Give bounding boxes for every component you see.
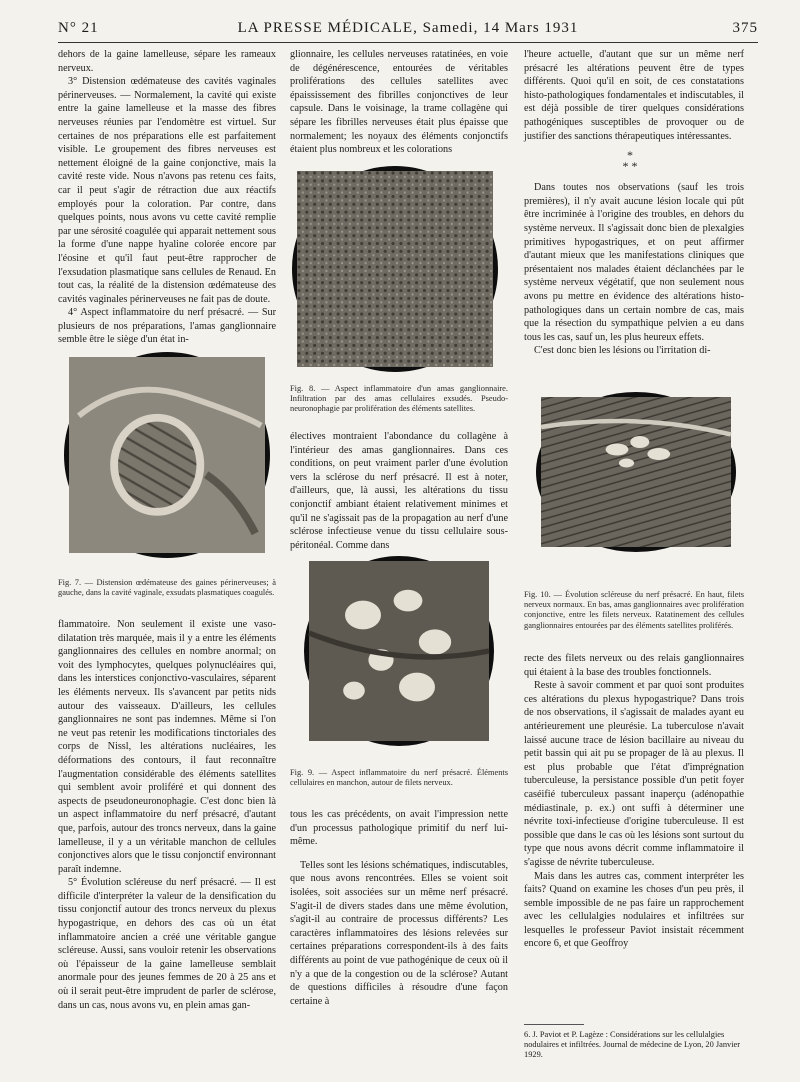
running-header [58, 20, 758, 40]
column-1-top [58, 48, 276, 346]
figure-9-caption: Fig. 9. — Aspect inflammatoire du nerf présacré. Éléments cellulaires en manchon, autour de filets nerveux. [290, 768, 508, 788]
column-2-middle [290, 430, 508, 551]
footnote-rule [524, 1024, 584, 1025]
figure-7-micrograph [64, 352, 270, 558]
paragraph: dehors de la gaine lamelleuse, sépare les rameaux nerveux. [58, 49, 276, 74]
figure-10-micrograph [536, 392, 736, 552]
paragraph: tous les cas précédents, on avait l'impression nette d'un processus pathologique primitif du nerf lui-même. [290, 809, 508, 848]
page-number: 375 [732, 20, 758, 36]
footnote: 6. J. Paviot et P. Lagèze : Considérations sur les cellulalgies nodulaires et infiltrées. Journal de médecine de Lyon, 20 Janvier 1929. [524, 1030, 741, 1059]
paragraph: l'heure actuelle, d'autant que sur un même nerf présacré les altérations peuvent être de types différents. Quoi qu'il en soit, de ces constatations histo-pathologiques fondamentales et indiscutables, il est déjà possible de tirer quelques considérations pathogéniques susceptibles de provoquer ou de justifier des sanctions thérapeutiques intéressantes. [524, 49, 744, 142]
figure-10-caption: Fig. 10. — Évolution scléreuse du nerf présacré. En haut, filets nerveux normaux. En bas, amas ganglionnaires avec prolifération conjonctive, entre les filets nerveux. Ratatinement des cellules ganglionnaires entourées par des éléments satellites proliférés. [524, 590, 744, 630]
paragraph: 5° Évolution scléreuse du nerf présacré. — Il est difficile d'interpréter la valeur de la densification du tissu conjonctif autour des troncs nerveux du plexus hypogastrique, en dehors des cas où un état inflammatoire ancien a créé une véritable gangue scléreuse. Aussi, sans vouloir retenir les observations où l'épaisseur de la gaine lamelleuse semblait anormale pour des jeunes femmes de 20 à 25 ans et où il serait peut-être imprudent de parler de sclérose, dans un cas, nous avons vu, en plein amas gan- [58, 877, 276, 1011]
paragraph: 4° Aspect inflammatoire du nerf présacré. — Sur plusieurs de nos préparations, l'amas ganglionnaire semble être le siège d'un état in- [58, 307, 276, 346]
figure-8-micrograph [292, 166, 498, 372]
paragraph: flammatoire. Non seulement il existe une vaso-dilatation très marquée, mais il y a entre les éléments ganglionnaires des cellules en nombre anormal; on voit des lymphocytes, quelques polynucléaires qui, dans les interstices conjonctivo-vasculaires, séparent les éléments nerveux. Ils s'avancent par petits nids autour des vaisseaux. D'ailleurs, les cellules ganglionnaires ne sont pas indemnes. Même si l'on ne veut pas retenir les modifications tinctoriales des corps de Nissl, les altérations nucléaires, les déformations des contours, il faut reconnaître l'augmentation considérable des éléments satellites qui semblent avoir proliféré et qui donnent des aspects de pseudoneuronophagie. C'est donc bien là un aspect inflammatoire du nerf présacré, d'autant que, parfois, autour des troncs nerveux, dans la gaine lamelleuse, il y a un véritable manchon de cellules conjonctives alors que le tissu conjonctif environnant paraît indemne. [58, 619, 276, 875]
column-3-top [524, 48, 744, 380]
paragraph: Mais dans les autres cas, comment interpréter les faits? Quand on examine les choses d'un peu près, il semble impossible de ne pas faire un rapprochement avec les cellulalgies nodulaires et infiltrées sur lesquelles le professeur Paviot insistait récemment encore 6, et que Geoffroy [524, 870, 744, 950]
paragraph: 3° Distension œdémateuse des cavités vaginales périnerveuses. — Normalement, la cavité qui existe entre la gaine lamelleuse et la masse des fibres nerveuses réunies par l'endomètre est virtuel. Sur certaines de nos préparations elle est parfaitement visible. Le groupement des fibres nerveuses est nettement éloigné de la gaine conjonctive, mais la cavité reste vide. Nous n'avons pas retenu ces faits, car il peut s'agir de rétraction due aux réactifs employés pour la coloration. Par contre, dans quelques points, nous avons vu cette cavité remplie par une sérosité coagulée qui apparait nettement sous la forme d'une nappe hyaline colorée encore par l'éosine et qu'il faut peut-être rapprocher de l'exsudation plasmatique sans cellules de Renaud. En tout cas, la réalité de la distension œdémateuse des cavités vaginales périnerveuses ne fait pas de doute. [58, 76, 276, 305]
figure-7-caption: Fig. 7. — Distension œdémateuse des gaines périnerveuses; à gauche, dans la cavité vaginale, exsudats plasmatiques coagulés. [58, 578, 276, 598]
column-2-top [290, 48, 508, 168]
section-separator-stars: * * * [622, 148, 638, 173]
column-2-bottom [290, 808, 508, 1048]
paragraph: recte des filets nerveux ou des relais ganglionnaires qui étaient à la base des troubles fonctionnels. [524, 653, 744, 678]
paragraph: électives montraient l'abondance du collagène à l'intérieur des amas ganglionnaires. Dans ces conditions, on peut vraiment parler d'une évolution vers la sclérose du nerf présacré. Il est à noter, d'ailleurs, que, là aussi, les altérations du tissu conjonctif ambiant étaient relativement minimes et qu'il ne s'agissait pas de la propagation au nerf d'une sclérose infectieuse venue du tissu cellulaire sous-péritonéal. Comme dans [290, 431, 508, 551]
issue-number: N° 21 [58, 20, 99, 36]
journal-title: LA PRESSE MÉDICALE, Samedi, 14 Mars 1931 [237, 20, 579, 36]
paragraph: Dans toutes nos observations (sauf les trois premières), il n'y avait aucune lésion locale qui pût être incriminée à l'origine des troubles, en dehors du système nerveux. Il s'agissait donc bien de plexalgies primitives hypogastriques, et on peut affirmer d'autant mieux que les manifestations cliniques que présentaient nos malades étaient déclanchées par le système nerveux végétatif, que non seulement nous avons pu mettre en évidence des altérations histo-pathologiques dans un certain nombre de cas, mais que la résection du sympathique pelvien a eu dans tous les cas, sauf un, les plus heureux effets. [524, 182, 744, 343]
paragraph: C'est donc bien les lésions ou l'irritation di- [534, 345, 711, 357]
figure-9-micrograph [304, 556, 494, 746]
header-rule [58, 42, 758, 43]
paragraph: Reste à savoir comment et par quoi sont produites ces altérations du plexus hypogastrique? Dans trois de nos observations, il s'agissait de malades ayant eu antérieurement une pleurésie. La tuberculose n'avait laissé aucune trace de lésion bacillaire au niveau du petit bassin qui ait pu se propager de là au plexus. Il est plus probable que l'état d'imprégnation tuberculeuse, la persistance possible d'un petit foyer caséifié tuberculeux passant inaperçu (adénopathie médiastinale, p. ex.) ont suffi à déterminer une névrite toxi-infectieuse d'origine tuberculeuse. Il est possible que dans le cas où les lésions sont surtout du type que nous avons décrit comme inflammatoire il s'agisse de névrite tuberculeuse. [524, 680, 744, 868]
column-1-bottom [58, 618, 276, 1058]
figure-8-caption: Fig. 8. — Aspect inflammatoire d'un amas ganglionnaire. Infiltration par des amas cellulaires exsudés. Pseudo-neuronophagie par prolifération des éléments satellites. [290, 384, 508, 414]
paragraph: Telles sont les lésions schématiques, indiscutables, que nous avons rencontrées. Elles se voient soit isolées, soit associées sur un même nerf présacré. S'agit-il de divers stades dans une même évolution, s'agit-il au contraire de processus différents? Les caractères inflammatoires des lésions relevées sur certaines préparations correspondent-ils à des faits différents au point de vue pathogénique de ceux où il n'y a que de la congestion ou de la sclérose? Autant de questions difficiles à résoudre d'une façon certaine à [290, 859, 508, 1007]
column-3-bottom [524, 652, 744, 1018]
paragraph: glionnaire, les cellules nerveuses ratatinées, en voie de dégénérescence, entourées de véritables proliférations des cellules satellites avec épaississement des fibrilles conjonctives de leur capsule. Dans le voisinage, la trame collagène qui sépare les fibrilles nerveuses était plus épaisse que normalement; les noyaux des éléments conjonctifs étaient plus nombreux et les colorations [290, 49, 508, 156]
